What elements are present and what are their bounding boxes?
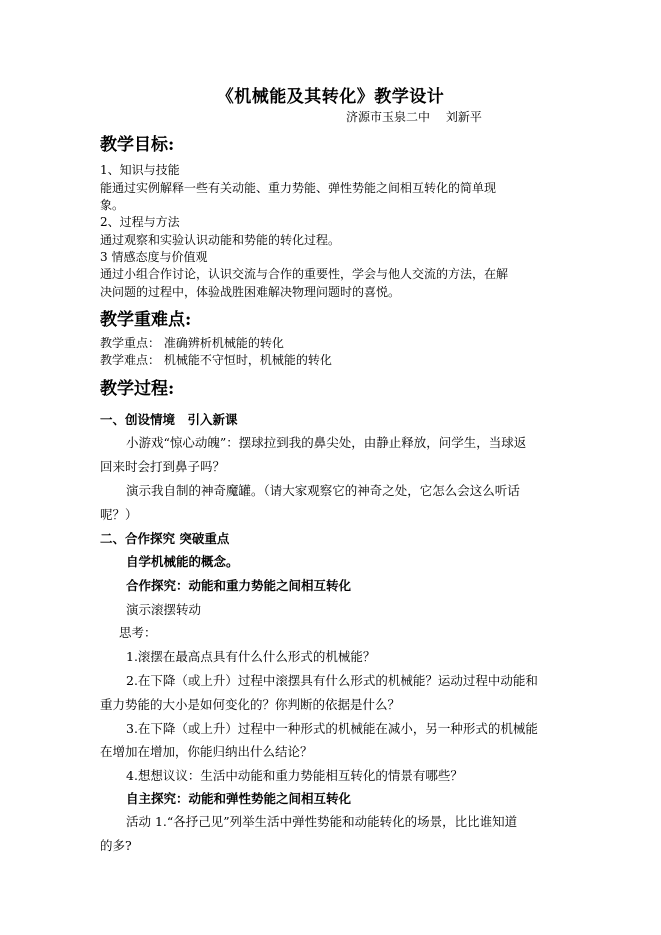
section-2-heading: 二、合作探究 突破重点 [100,531,230,546]
cooperative-inquiry-title: 合作探究：动能和重力势能之间相互转化 [126,578,352,593]
self-exploration-title: 自主探究：动能和弹性势能之间相互转化 [126,791,352,806]
objective-3-text-line1: 通过小组合作讨论，认识交流与合作的重要性，学会与他人交流的方法，在解 [100,267,509,281]
activity-1-line2: 的多? [100,838,132,853]
question-2-line2: 重力势能的大小是如何变化的？你判断的依据是什么？ [100,697,401,712]
objective-1-text-line1: 能通过实例解释一些有关动能、重力势能、弹性势能之间相互转化的简单现 [100,181,497,195]
author-line: 济源市玉泉二中 刘新平 [346,110,482,124]
objective-3-label: 3 情感态度与价值观 [100,250,208,264]
objective-2-text: 通过观察和实验认识动能和势能的转化过程。 [100,233,341,247]
teaching-difficulty: 教学难点： 机械能不守恒时，机械能的转化 [100,353,332,367]
section-1-paragraph-1-line1: 小游戏“惊心动魄”：摆球拉到我的鼻尖处，由静止释放，问学生，当球返 [126,435,527,450]
objective-3-text-line2: 决问题的过程中，体验战胜困难解决物理问题时的喜悦。 [100,285,401,299]
section-1-paragraph-2-line2: 呢？） [100,507,138,522]
question-1: 1.滚摆在最高点具有什么什么形式的机械能？ [126,649,376,664]
question-3-line2: 在增加在增加，你能归纳出什么结论？ [100,744,313,759]
demo-line: 演示滚摆转动 [126,602,202,617]
objective-2-label: 2、过程与方法 [100,215,180,229]
objectives-heading: 教学目标: [100,135,175,155]
teaching-focus: 教学重点： 准确辨析机械能的转化 [100,336,284,350]
objective-1-text-line2: 象。 [100,198,125,212]
objective-1-label: 1、知识与技能 [100,163,180,177]
think-label: 思考： [119,625,157,640]
document-title: 《机械能及其转化》教学设计 [216,87,445,107]
section-1-paragraph-1-line2: 回来时会打到鼻子吗？ [100,459,226,474]
question-4: 4.想想议议：生活中动能和重力势能相互转化的情景有哪些？ [126,768,463,783]
self-study-line: 自学机械能的概念。 [126,554,239,569]
section-1-heading: 一、创设情境 引入新课 [100,412,238,427]
question-2-line1: 2.在下降（或上升）过程中滚摆具有什么形式的机械能？运动过程中动能和 [126,673,538,688]
activity-1-line1: 活动 1.“各抒己见”列举生活中弹性势能和动能转化的场景，比比谁知道 [126,814,518,829]
process-heading: 教学过程: [100,379,175,399]
question-3-line1: 3.在下降（或上升）过程中一种形式的机械能在减小，另一种形式的机械能 [126,721,538,736]
section-1-paragraph-2-line1: 演示我自制的神奇魔罐。（请大家观察它的神奇之处，它怎么会这么听话 [126,483,520,498]
key-points-heading: 教学重难点: [100,310,192,330]
